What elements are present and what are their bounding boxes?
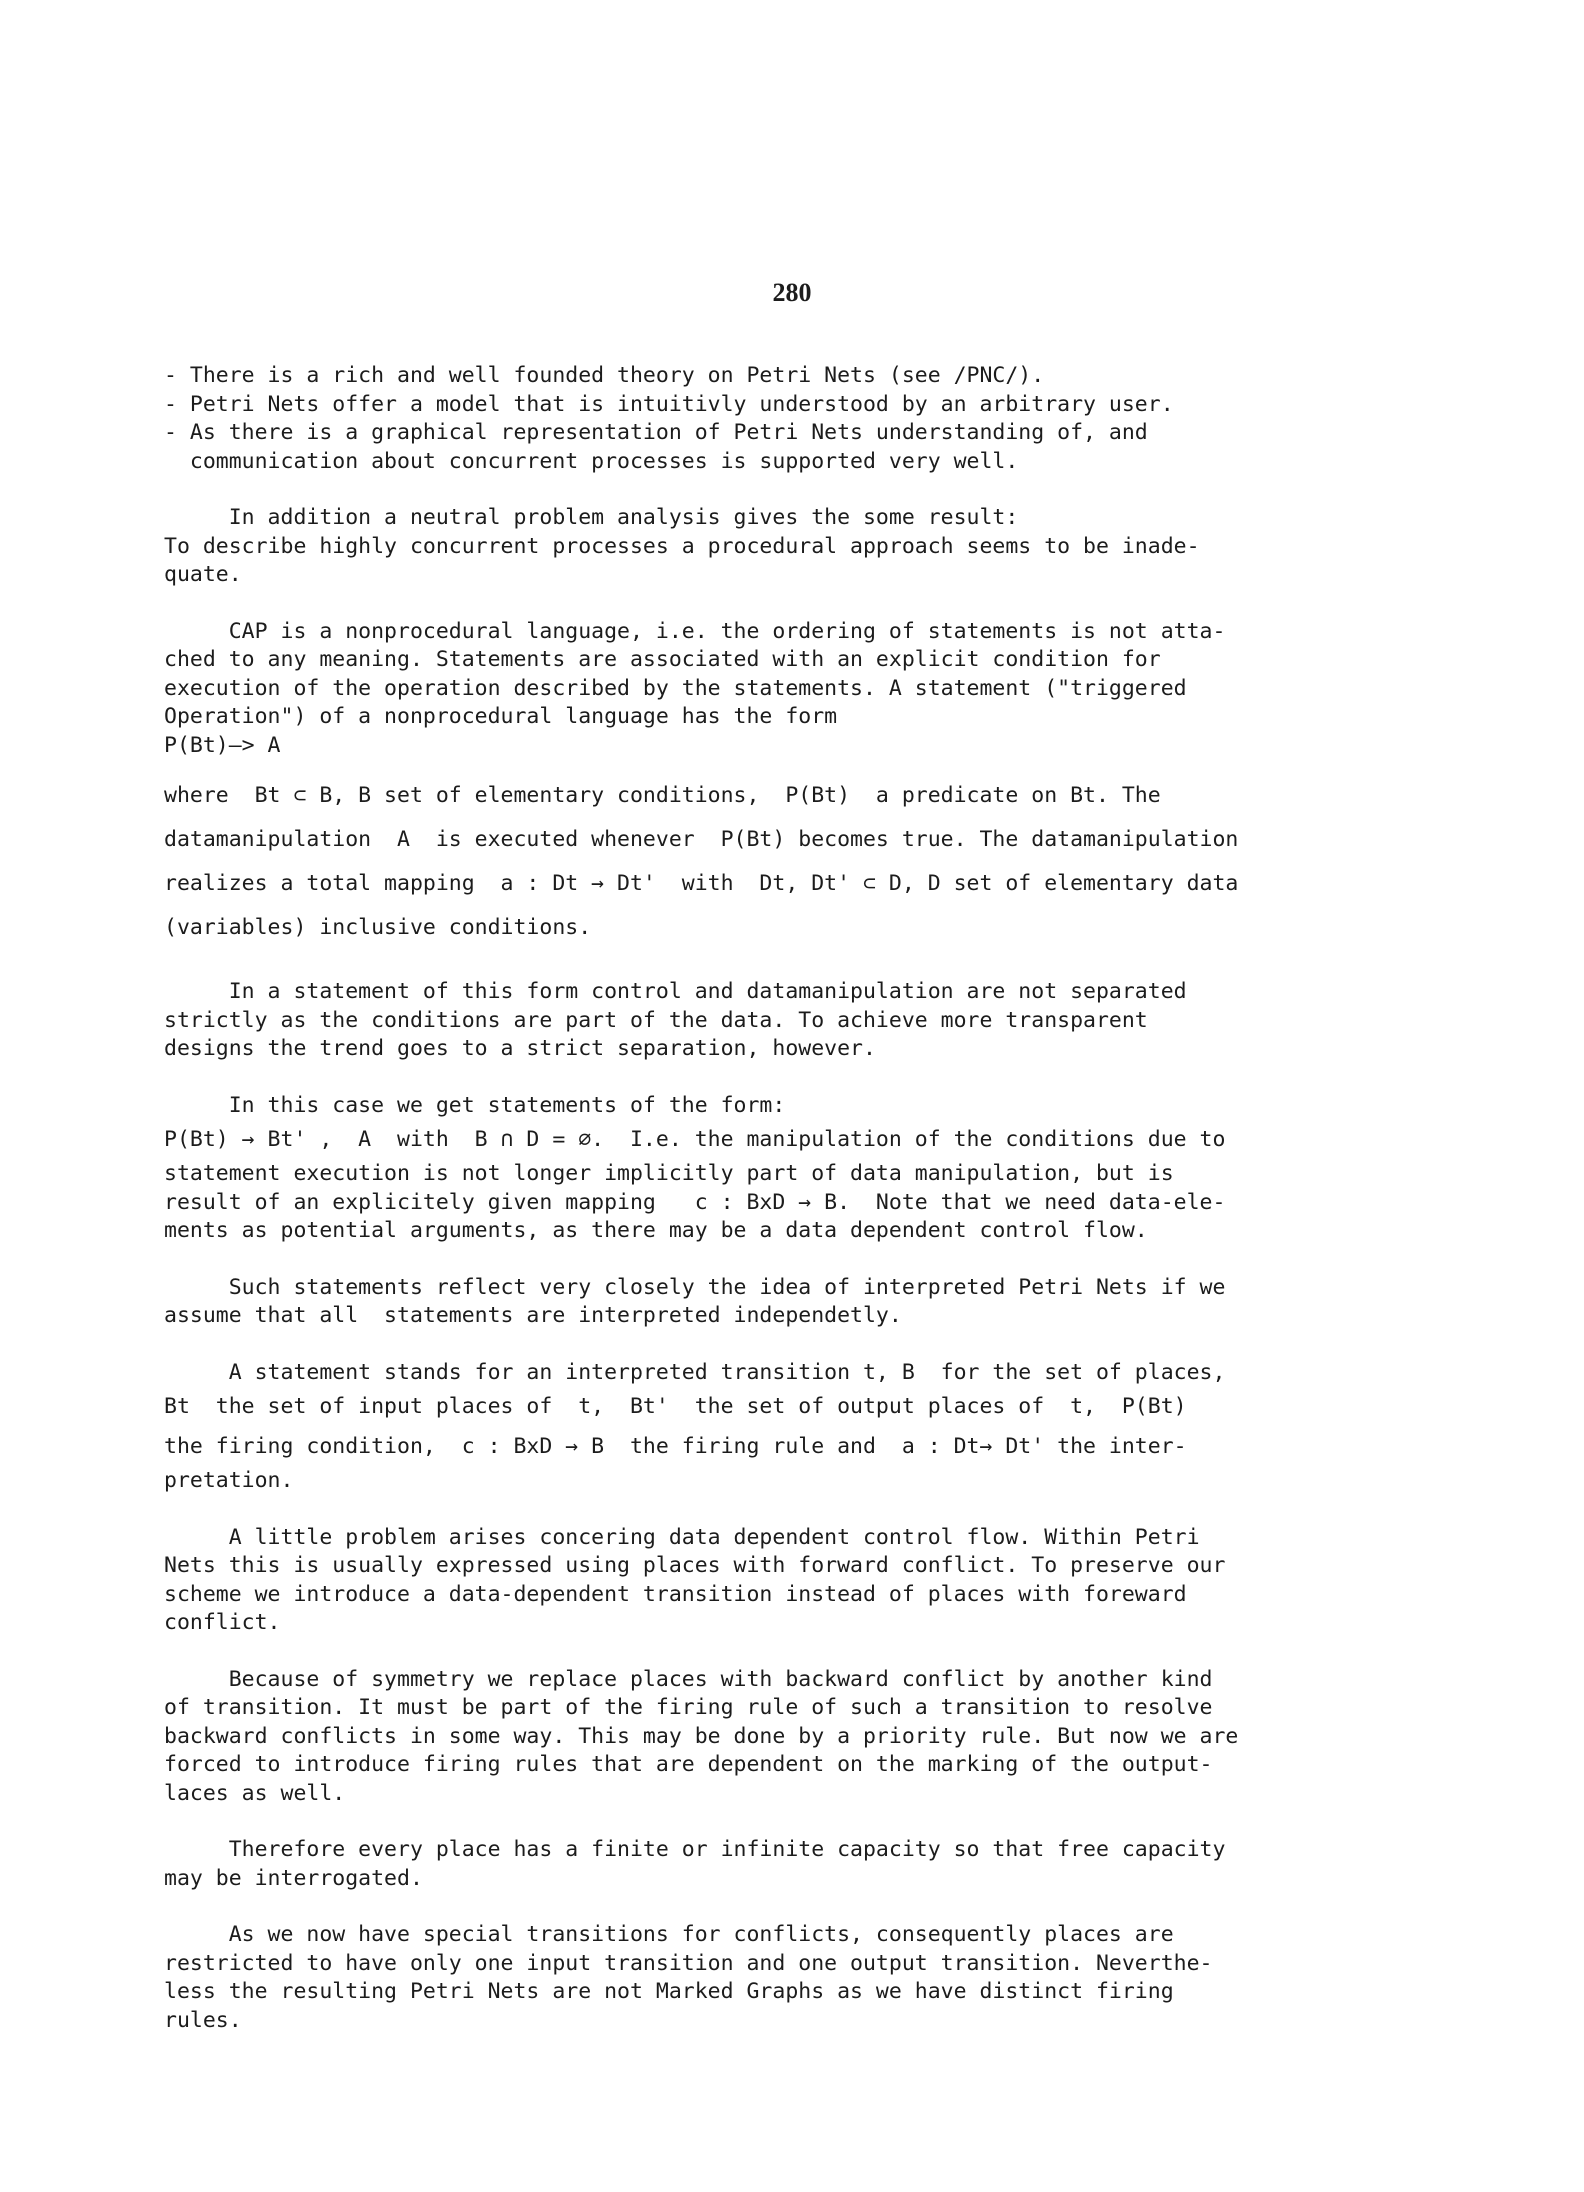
- text-line: quate.: [164, 562, 242, 587]
- formula-line: P(Bt)—> A: [164, 732, 281, 758]
- formula-line: P(Bt) → Bt' , A with B ∩ D = ∅. I.e. the manipulation of the conditions due to: [164, 1127, 1226, 1152]
- text-line: Because of symmetry we replace places with backward conflict by another kind: [164, 1666, 1213, 1692]
- paragraph-transition: [164, 1359, 1404, 1496]
- text-line: of transition. It must be part of the firing rule of such a transition to resolve: [164, 1695, 1213, 1720]
- bullet-item: - As there is a graphical representation of Petri Nets understanding of, and: [164, 420, 1148, 445]
- text-line: less the resulting Petri Nets are not Marked Graphs as we have distinct firing: [164, 1979, 1174, 2004]
- text-line: ments as potential arguments, as there may be a data dependent control flow.: [164, 1218, 1148, 1243]
- text-line: A little problem arises concering data dependent control flow. Within Petri: [164, 1524, 1200, 1550]
- text-line: As we now have special transitions for conflicts, consequently places are: [164, 1922, 1174, 1947]
- text-line: backward conflicts in some way. This may be done by a priority rule. But now we are: [164, 1723, 1239, 1749]
- paragraph-neutral-analysis: [164, 504, 1404, 590]
- text-line: ched to any meaning. Statements are associated with an explicit condition for: [164, 647, 1161, 672]
- text-line: In this case we get statements of the form:: [164, 1092, 786, 1118]
- text-line: datamanipulation A is executed whenever P(Bt) becomes true. The datamanipulation: [164, 827, 1239, 852]
- paragraph-control-flow-problem: [164, 1524, 1404, 1638]
- text-line: Such statements reflect very closely the idea of interpreted Petri Nets if we: [164, 1274, 1226, 1300]
- bullet-list: [164, 362, 1404, 476]
- text-line: statement execution is not longer implicitly part of data manipulation, but is: [164, 1161, 1174, 1186]
- paragraph-where-definitions: [164, 774, 1404, 950]
- text-line: A statement stands for an interpreted transition t, B for the set of places,: [164, 1359, 1226, 1385]
- text-line: Nets this is usually expressed using places with forward conflict. To preserve our: [164, 1553, 1226, 1578]
- text-line: strictly as the conditions are part of the data. To achieve more transparent: [164, 1007, 1148, 1033]
- paragraph-statement-form: [164, 1092, 1404, 1246]
- bullet-item: - There is a rich and well founded theory on Petri Nets (see /PNC/).: [164, 363, 1045, 388]
- text-line: pretation.: [164, 1468, 294, 1493]
- text-line: designs the trend goes to a strict separation, however.: [164, 1036, 876, 1061]
- text-line: where Bt ⊂ B, B set of elementary conditions, P(Bt) a predicate on Bt. The: [164, 783, 1161, 808]
- text-line: Bt the set of input places of t, Bt' the set of output places of t, P(Bt): [164, 1394, 1187, 1419]
- text-line: In a statement of this form control and datamanipulation are not separated: [164, 979, 1187, 1004]
- text-line: forced to introduce firing rules that are dependent on the marking of the output-: [164, 1752, 1213, 1777]
- paragraph-separation: [164, 978, 1404, 1064]
- text-line: Operation") of a nonprocedural language has the form: [164, 704, 838, 729]
- text-line: result of an explicitely given mapping c : BxD → B. Note that we need data-ele-: [164, 1189, 1226, 1215]
- text-line: laces as well.: [164, 1780, 346, 1806]
- bullet-item: communication about concurrent processes is supported very well.: [164, 448, 1019, 474]
- paragraph-cap-language: [164, 618, 1404, 761]
- bullet-item: - Petri Nets offer a model that is intuitivly understood by an arbitrary user.: [164, 391, 1174, 417]
- text-line: may be interrogated.: [164, 1865, 423, 1891]
- text-line: CAP is a nonprocedural language, i.e. the ordering of statements is not atta-: [164, 618, 1226, 644]
- text-line: In addition a neutral problem analysis gives the some result:: [164, 505, 1019, 530]
- text-line: restricted to have only one input transition and one output transition. Neverthe-: [164, 1950, 1213, 1976]
- page-body: [164, 362, 1404, 2035]
- text-line: execution of the operation described by the statements. A statement ("triggered: [164, 675, 1187, 701]
- paragraph-symmetry: [164, 1666, 1404, 1809]
- paragraph-special-transitions: [164, 1921, 1404, 2035]
- text-line: scheme we introduce a data-dependent transition instead of places with foreward: [164, 1581, 1187, 1607]
- paragraph-interpreted-petri-nets: [164, 1274, 1404, 1331]
- text-line: Therefore every place has a finite or infinite capacity so that free capacity: [164, 1837, 1226, 1862]
- text-line: (variables) inclusive conditions.: [164, 915, 592, 940]
- text-line: the firing condition, c : BxD → B the firing rule and a : Dt→ Dt' the inter-: [164, 1434, 1187, 1459]
- text-line: To describe highly concurrent processes a procedural approach seems to be inade-: [164, 533, 1200, 559]
- text-line: rules.: [164, 2007, 242, 2033]
- text-line: realizes a total mapping a : Dt → Dt' with Dt, Dt' ⊂ D, D set of elementary data: [164, 871, 1239, 896]
- text-line: conflict.: [164, 1610, 281, 1635]
- page-number: 280: [772, 278, 812, 307]
- paragraph-capacity: [164, 1836, 1404, 1893]
- text-line: assume that all statements are interpreted independetly.: [164, 1303, 902, 1328]
